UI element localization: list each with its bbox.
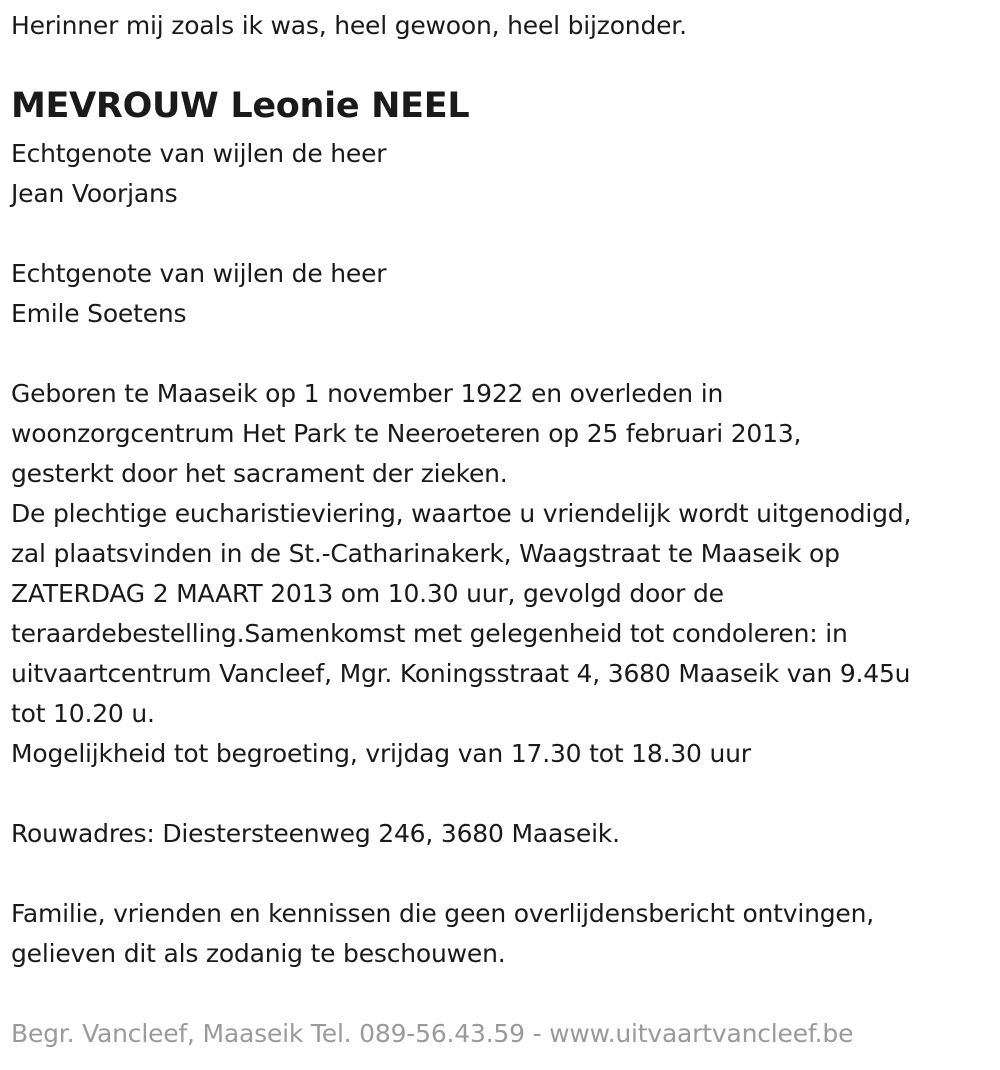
details-line: tot 10.20 u. (11, 699, 155, 728)
spouse-1-relation: Echtgenote van wijlen de heer (11, 139, 387, 168)
details-line: teraardebestelling.Samenkomst met gelegenheid tot condoleren: in (11, 619, 848, 648)
closing-line: gelieven dit als zodanig te beschouwen. (11, 939, 506, 968)
funeral-home-footer: Begr. Vancleef, Maaseik Tel. 089-56.43.59 - www.uitvaartvancleef.be (11, 1019, 854, 1048)
details-line: Mogelijkheid tot begroeting, vrijdag van 17.30 tot 18.30 uur (11, 739, 751, 768)
address-block (11, 814, 620, 854)
details-line: woonzorgcentrum Het Park te Neeroeteren op 25 februari 2013, (11, 419, 802, 448)
spouse-2-block (11, 254, 386, 334)
closing-line: Familie, vrienden en kennissen die geen overlijdensbericht ontvingen, (11, 899, 875, 928)
closing-block (11, 894, 874, 974)
details-line: ZATERDAG 2 MAART 2013 om 10.30 uur, gevolgd door de (11, 579, 724, 608)
details-line: Geboren te Maaseik op 1 november 1922 en overleden in (11, 379, 724, 408)
motto-text: Herinner mij zoals ik was, heel gewoon, heel bijzonder. (11, 11, 687, 40)
details-line: zal plaatsvinden in de St.-Catharinakerk, Waagstraat te Maaseik op (11, 539, 840, 568)
spouse-1-name: Jean Voorjans (11, 179, 178, 208)
spouse-2-relation: Echtgenote van wijlen de heer (11, 259, 387, 288)
mourning-address: Rouwadres: Diestersteenweg 246, 3680 Maaseik. (11, 819, 620, 848)
details-line: gesterkt door het sacrament der zieken. (11, 459, 508, 488)
deceased-name: MEVROUW Leonie NEEL (11, 86, 470, 126)
spouse-2-name: Emile Soetens (11, 299, 187, 328)
spouse-1-block (11, 134, 386, 214)
details-line: De plechtige eucharistieviering, waartoe u vriendelijk wordt uitgenodigd, (11, 499, 912, 528)
funeral-details-block (11, 374, 911, 774)
details-line: uitvaartcentrum Vancleef, Mgr. Koningsstraat 4, 3680 Maaseik van 9.45u (11, 659, 911, 688)
